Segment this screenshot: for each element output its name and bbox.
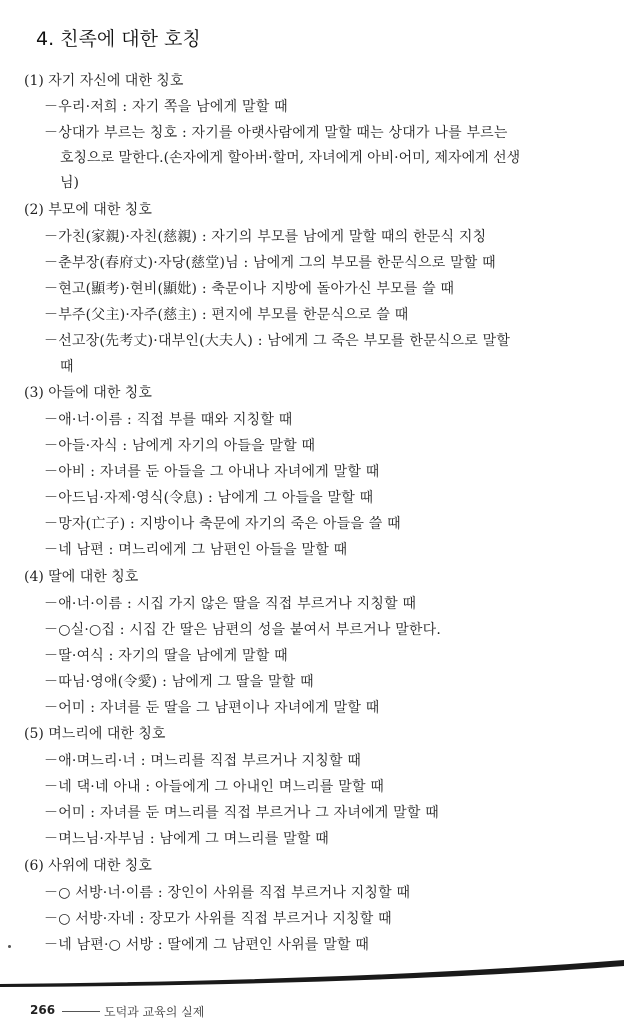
list-item-continuation: 때 [60,359,74,375]
list-item: －네 남편·○ 서방 : 딸에게 그 남편인 사위를 말할 때 [44,937,370,953]
list-item: －선고장(先考丈)·대부인(大夫人) : 남에게 그 죽은 부모를 한문식으로 말할 [44,333,511,349]
list-item: －애·너·이름 : 시집 가지 않은 딸을 직접 부르거나 지칭할 때 [44,596,417,612]
list-item: －네 댁·네 아내 : 아들에게 그 아내인 며느리를 말할 때 [44,779,385,795]
page-number: 266 [30,1003,56,1017]
list-item: －따님·영애(令愛) : 남에게 그 딸을 말할 때 [44,674,314,690]
list-item: －애·며느리·너 : 며느리를 직접 부르거나 지칭할 때 [44,753,362,769]
list-item: －애·너·이름 : 직접 부를 때와 지칭할 때 [44,412,293,428]
section-heading-son: (3) 아들에 대한 칭호 [24,385,152,401]
list-item: －○ 서방·너·이름 : 장인이 사위를 직접 부르거나 지칭할 때 [44,885,411,901]
list-item: －네 남편 : 며느리에게 그 남편인 아들을 말할 때 [44,542,348,558]
page-title: 4. 친족에 대한 호칭 [36,28,201,50]
page-curve-decoration [0,960,624,990]
list-item-continuation: 님) [60,175,79,191]
list-item: －딸·여식 : 자기의 딸을 남에게 말할 때 [44,648,288,664]
list-item: －며느님·자부님 : 남에게 그 며느리를 말할 때 [44,831,329,847]
book-title: 도덕과 교육의 실제 [104,1005,205,1019]
list-item: －○ 서방·자네 : 장모가 사위를 직접 부르거나 지칭할 때 [44,911,392,927]
list-item: －현고(顯考)·현비(顯妣) : 축문이나 지방에 돌아가신 부모를 쓸 때 [44,281,455,297]
section-heading-parents: (2) 부모에 대한 칭호 [24,202,152,218]
list-item: －춘부장(春府丈)·자당(慈堂)님 : 남에게 그의 부모를 한문식으로 말할 때 [44,255,496,271]
section-heading-self: (1) 자기 자신에 대한 칭호 [24,73,184,89]
section-heading-son-in-law: (6) 사위에 대한 칭호 [24,858,152,874]
list-item: －아비 : 자녀를 둔 아들을 그 아내나 자녀에게 말할 때 [44,464,380,480]
list-item: －아들·자식 : 남에게 자기의 아들을 말할 때 [44,438,316,454]
list-item: －어미 : 자녀를 둔 딸을 그 남편이나 자녀에게 말할 때 [44,700,380,716]
list-item: －어미 : 자녀를 둔 며느리를 직접 부르거나 그 자녀에게 말할 때 [44,805,439,821]
list-item: －망자(亡子) : 지방이나 축문에 자기의 죽은 아들을 쓸 때 [44,516,401,532]
list-item: －부주(父主)·자주(慈主) : 편지에 부모를 한문식으로 쓸 때 [44,307,409,323]
list-item: －○실·○집 : 시집 간 딸은 남편의 성을 붙여서 부르거나 말한다. [44,622,442,638]
footer-divider [62,1011,100,1012]
scan-speck [8,945,11,948]
list-item: －아드님·자제·영식(令息) : 남에게 그 아들을 말할 때 [44,490,374,506]
list-item: －가친(家親)·자친(慈親) : 자기의 부모를 남에게 말할 때의 한문식 지칭 [44,229,487,245]
list-item-continuation: 호칭으로 말한다.(손자에게 할아버·할머, 자녀에게 아비·어미, 제자에게 선생 [60,150,521,166]
list-item: －우리·저희 : 자기 쪽을 남에게 말할 때 [44,99,288,115]
section-heading-daughter-in-law: (5) 며느리에 대한 칭호 [24,726,166,742]
section-heading-daughter: (4) 딸에 대한 칭호 [24,569,139,585]
list-item: －상대가 부르는 칭호 : 자기를 아랫사람에게 말할 때는 상대가 나를 부르는 [44,125,508,141]
